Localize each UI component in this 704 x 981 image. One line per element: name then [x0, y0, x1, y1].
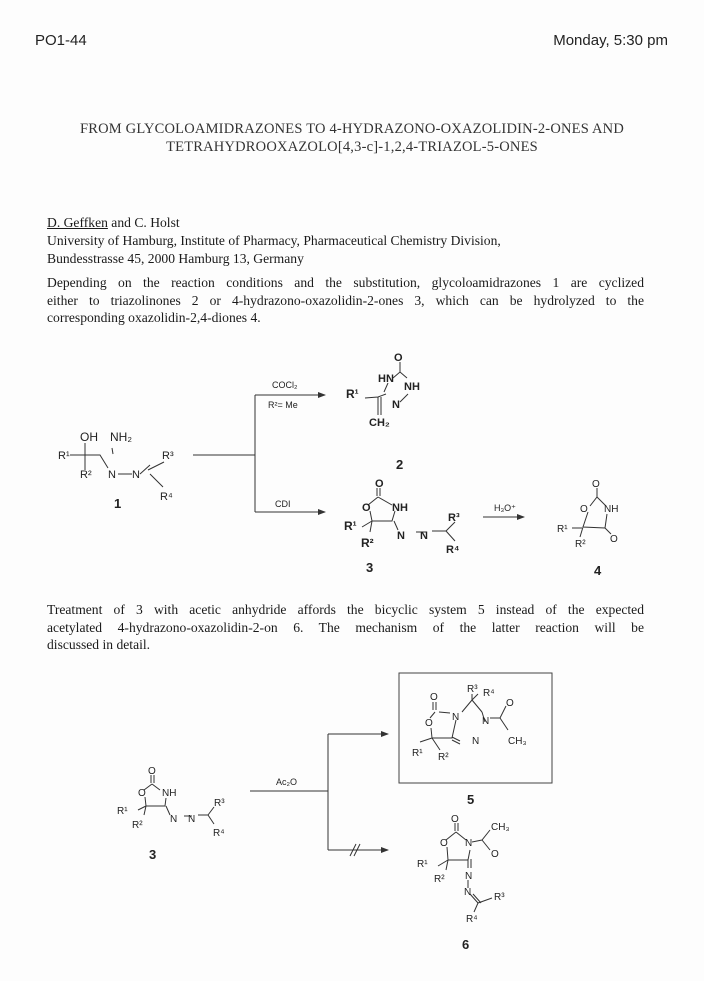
svg-text:R¹: R¹	[412, 748, 423, 759]
co-author: and C. Holst	[107, 215, 180, 230]
reagent-hydrolysis: H₃O⁺	[494, 503, 516, 513]
svg-text:N: N	[397, 530, 405, 542]
svg-text:O: O	[394, 352, 403, 364]
svg-text:CH₂: CH₂	[369, 417, 390, 429]
reagent-cdi: CDI	[275, 499, 291, 509]
compound-number-3-scheme2: 3	[149, 847, 157, 862]
svg-text:NH: NH	[604, 504, 619, 515]
svg-text:R¹: R¹	[417, 859, 428, 870]
svg-text:O: O	[362, 502, 371, 514]
svg-text:O: O	[491, 849, 499, 860]
svg-text:R²: R²	[132, 820, 143, 831]
compound-number-6: 6	[462, 937, 470, 952]
svg-text:NH: NH	[404, 381, 420, 393]
paragraph-2-line: Treatment of 3 with acetic anhydride affords the bicyclic system 5 instead of the expected	[47, 602, 644, 617]
svg-text:HN: HN	[378, 373, 394, 385]
svg-text:R³: R³	[448, 512, 460, 524]
svg-text:N: N	[465, 871, 473, 882]
svg-text:R¹: R¹	[557, 524, 568, 535]
svg-text:O: O	[148, 766, 156, 777]
paragraph-1-line: Depending on the reaction conditions and the substitution, glycoloamidrazones 1 are cyclized	[47, 275, 644, 290]
svg-text:N: N	[170, 814, 178, 825]
svg-text:R³: R³	[494, 892, 505, 903]
svg-text:R³: R³	[467, 684, 478, 695]
svg-text:R¹: R¹	[58, 450, 70, 462]
svg-text:NH: NH	[392, 502, 408, 514]
svg-text:O: O	[451, 814, 459, 825]
svg-text:CH₃: CH₃	[491, 822, 510, 833]
svg-text:NH₂: NH₂	[110, 430, 132, 444]
svg-text:OH: OH	[80, 430, 98, 444]
svg-text:N: N	[465, 838, 473, 849]
compound-3	[344, 478, 460, 575]
compound-3-scheme2	[117, 766, 225, 862]
session-time: Monday, 5:30 pm	[553, 32, 668, 49]
compound-5	[412, 684, 527, 807]
svg-text:N: N	[132, 469, 140, 481]
svg-text:R⁴: R⁴	[446, 544, 460, 556]
svg-text:R¹: R¹	[344, 519, 357, 533]
svg-text:O: O	[506, 698, 514, 709]
svg-text:N: N	[482, 716, 490, 727]
svg-text:N: N	[108, 469, 116, 481]
affiliation: University of Hamburg, Institute of Pharmacy, Pharmaceutical Chemistry Division,	[47, 233, 501, 248]
svg-text:R⁴: R⁴	[466, 914, 478, 925]
svg-text:NH: NH	[162, 788, 177, 799]
reagent-acetic-anhydride: Ac₂O	[276, 777, 297, 787]
svg-text:O: O	[592, 479, 600, 490]
svg-text:R²: R²	[575, 539, 586, 550]
svg-text:R²: R²	[361, 536, 374, 550]
svg-text:R⁴: R⁴	[483, 688, 495, 699]
compound-number-2: 2	[396, 457, 404, 472]
svg-text:N: N	[188, 814, 196, 825]
compound-number-4: 4	[594, 563, 602, 578]
svg-text:O: O	[375, 478, 384, 490]
presenting-author: D. Geffken	[47, 215, 108, 230]
svg-text:O: O	[580, 504, 588, 515]
compound-2	[346, 352, 420, 472]
svg-text:O: O	[138, 788, 146, 799]
branch-line	[193, 395, 255, 512]
svg-text:O: O	[425, 718, 433, 729]
svg-text:O: O	[430, 692, 438, 703]
svg-text:R¹: R¹	[117, 806, 128, 817]
address: Bundesstrasse 45, 2000 Hamburg 13, Germany	[47, 251, 304, 266]
svg-text:R⁴: R⁴	[160, 491, 173, 503]
title-line-1: FROM GLYCOLOAMIDRAZONES TO 4-HYDRAZONO-OXAZOLIDIN-2-ONES AND	[79, 121, 625, 137]
condition-r2-me: R²= Me	[268, 400, 298, 410]
abstract-code: PO1-44	[35, 32, 87, 49]
svg-text:N: N	[452, 712, 460, 723]
svg-text:CH₃: CH₃	[508, 736, 527, 747]
svg-text:R²: R²	[434, 874, 445, 885]
paragraph-2-line: discussed in detail.	[47, 637, 151, 652]
compound-number-3: 3	[366, 560, 374, 575]
paragraph-1-line: either to triazolinones 2 or 4-hydrazono-oxazolidin-2-ones 3, which can be hydrolyzed to the	[47, 292, 644, 308]
svg-text:R²: R²	[438, 752, 449, 763]
svg-text:R⁴: R⁴	[213, 828, 225, 839]
title-line-2: TETRAHYDROOXAZOLO[4,3-c]-1,2,4-TRIAZOL-5-ONES	[166, 139, 538, 155]
svg-text:N: N	[464, 887, 472, 898]
svg-text:N: N	[420, 530, 428, 542]
compound-6	[417, 814, 510, 952]
compound-1	[58, 430, 174, 511]
svg-text:O: O	[440, 838, 448, 849]
svg-text:N: N	[472, 736, 480, 747]
svg-text:N: N	[392, 399, 400, 411]
reagent-phosgene: COCl₂	[272, 380, 298, 390]
compound-4	[557, 479, 618, 578]
paragraph-1-line: corresponding oxazolidin-2,4-diones 4.	[47, 310, 261, 325]
paragraph-2-line: acetylated 4-hydrazono-oxazolidin-2-on 6. The mechanism of the latter reaction will be	[47, 619, 644, 635]
svg-text:R³: R³	[214, 798, 225, 809]
svg-text:R³: R³	[162, 450, 174, 462]
branch-line-2	[250, 734, 328, 850]
svg-text:R²: R²	[80, 469, 92, 481]
compound-number-1: 1	[114, 496, 122, 511]
compound-number-5: 5	[467, 792, 475, 807]
svg-text:O: O	[610, 534, 618, 545]
svg-text:R¹: R¹	[346, 387, 359, 401]
